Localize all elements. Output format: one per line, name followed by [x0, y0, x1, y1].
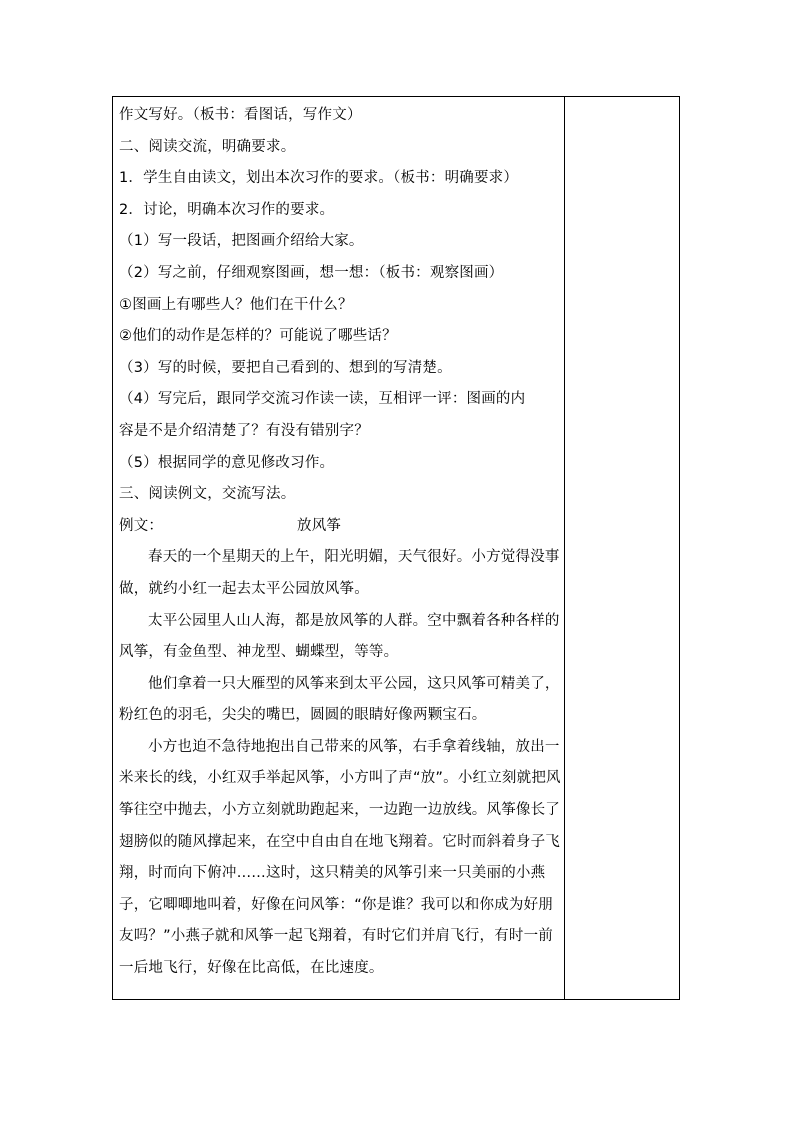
text-line: 作文写好。（板书：看图话，写作文）	[119, 107, 362, 123]
example-paragraph: 小方也迫不急待地抱出自己带来的风筝，右手拿着线轴，放出一米来长的线，小红双手举起风筝，小方叫了声“放”。小红立刻就把风筝往空中抛去，小方立刻就助跑起来，一边跑一边放线。风筝像长了翅膀似的随风撑起来，在空中自由自在地飞翔着。它时而斜着身子飞翔，时而向下俯冲……这时，这只精美的风筝引来一只美丽的小燕子，它唧唧地叫着，好像在问风筝：“你是谁？我可以和你成为好朋友吗？”小燕子就和风筝一起飞翔着，有时它们并肩飞行，有时一前一后地飞行，好像在比高低，在比速度。	[119, 738, 561, 977]
example-title-row	[119, 511, 561, 543]
text-line: （4）写完后，跟同学交流习作读一读，互相评一评：图画的内	[119, 391, 526, 408]
section-heading: 二、阅读交流，明确要求。	[119, 138, 296, 155]
text-line: 容是不是介绍清楚了？有没有错别字？	[119, 422, 369, 439]
example-title: 放风筝	[297, 517, 342, 534]
text-line: 1．学生自由读文，划出本次习作的要求。（板书：明确要求）	[119, 170, 519, 187]
text-line: （1）写一段话，把图画介绍给大家。	[119, 233, 364, 250]
text-line: 2．讨论，明确本次习作的要求。	[119, 201, 335, 218]
text-line: ①图画上有哪些人？他们在干什么？	[119, 296, 353, 313]
example-paragraph: 春天的一个星期天的上午，阳光明媚，天气很好。小方觉得没事做，就约小红一起去太平公园放风筝。	[119, 549, 560, 597]
section-heading: 三、阅读例文，交流写法。	[119, 486, 296, 503]
example-paragraph: 太平公园里人山人海，都是放风筝的人群。空中飘着各种各样的风筝，有金鱼型、神龙型、蝴蝶型，等等。	[119, 612, 560, 661]
text-line: （5）根据同学的意见修改习作。	[119, 454, 335, 471]
text-line: （3）写的时候，要把自己看到的、想到的写清楚。	[119, 359, 452, 376]
table-column-divider	[564, 96, 565, 1000]
example-paragraph: 他们拿着一只大雁型的风筝来到太平公园，这只风筝可精美了，粉红色的羽毛，尖尖的嘴巴，圆圆的眼睛好像两颗宝石。	[119, 675, 560, 724]
lesson-content-cell	[119, 100, 561, 985]
example-label: 例文：	[119, 517, 164, 534]
text-line: ②他们的动作是怎样的？可能说了哪些话？	[119, 328, 397, 345]
text-line: （2）写之前，仔细观察图画，想一想：（板书：观察图画）	[119, 264, 504, 281]
